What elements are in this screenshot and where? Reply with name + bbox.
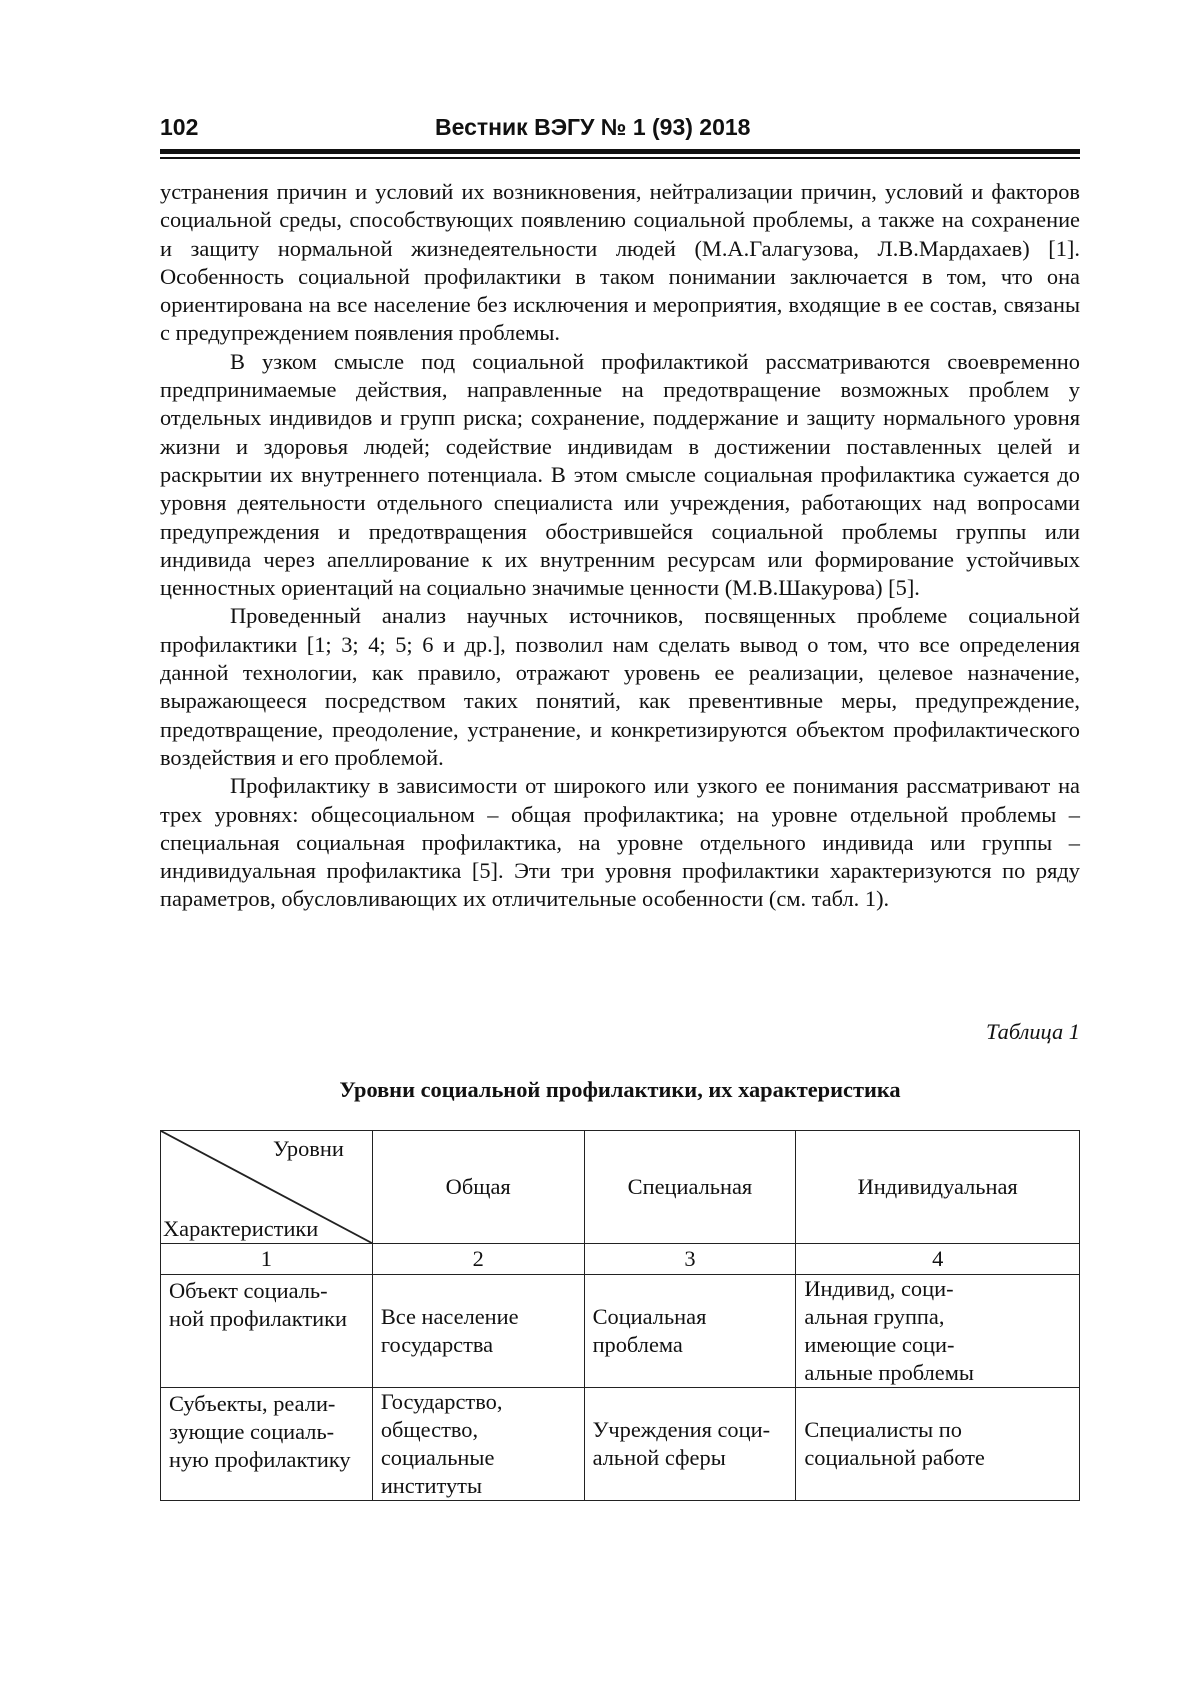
table-header-row [161,1131,1080,1244]
corner-label-levels: Уровни [273,1136,344,1161]
column-number: 1 [161,1244,373,1275]
running-header [160,114,1080,148]
table-cell: Учреждения соци- альной сферы [584,1388,796,1501]
table-label: Таблица 1 [986,1019,1080,1044]
row-label: Объект социаль- ной профилактики [161,1275,373,1388]
column-header: Специальная [584,1131,796,1244]
column-number-row [161,1244,1080,1275]
table-row [161,1275,1080,1388]
diagonal-header-cell [161,1131,373,1244]
table-cell: Индивид, соци- альная группа, имеющие соци- альные проблемы [796,1275,1080,1388]
table-row [161,1388,1080,1501]
header-rule-thin [160,157,1080,159]
table-cell: Специалисты по социальной работе [796,1388,1080,1501]
column-number: 3 [584,1244,796,1275]
paragraph: В узком смысле под социальной профилактикой рассматриваются своевременно предпринимаемые действия, направленные на предотвращение возможных проблем у отдельных индивидов и групп риска; сохранение, поддержание и защиту нормального уровня жизни и здоровья людей; содействие индивидам в достижении поставленных целей и раскрытии их внутреннего потенциала. В этом смысле социальная профилактика сужается до уровня деятельности отдельного специалиста или учреждения, работающих над вопросами предупреждения и предотвращения обострившейся социальной проблемы группы или индивида через апеллирование к их внутренним ресурсам или формирование устойчивых ценностных ориентаций на социально значимые ценности (М.В.Шакурова) [5]. [160,348,1080,601]
table-title: Уровни социальной профилактики, их характеристика [339,1077,901,1102]
paragraph: Профилактику в зависимости от широкого или узкого ее понимания рассматривают на трех уровнях: общесоциальном – общая профилактика; на уровне отдельной проблемы – специальная социальная профилактика, на уровне отдельного индивида или группы – индивидуальная профилактика [5]. Эти три уровня профилактики характеризуются по ряду параметров, обусловливающих их отличительные особенности (см. табл. 1). [160,773,1080,912]
column-header: Общая [372,1131,584,1244]
paragraph: устранения причин и условий их возникновения, нейтрализации причин, условий и факторов социальной среды, способствующих появлению социальной проблемы, а также на сохранение и защиту нормальной жизнедеятельности людей (М.А.Галагузова, Л.В.Мардахаев) [1]. Особенность социальной профилактики в таком понимании заключается в том, что она ориентирована на все население без исключения и мероприятия, входящие в ее состав, связаны с предупреждением появления проблемы. [160,179,1080,346]
header-rule-thick [160,149,1080,154]
article-body [160,178,1080,914]
row-label: Субъекты, реали- зующие социаль- ную профилактику [161,1388,373,1501]
column-number: 2 [372,1244,584,1275]
table-cell: Все население государства [372,1275,584,1388]
column-header: Индивидуальная [796,1131,1080,1244]
table-cell: Социальная проблема [584,1275,796,1388]
table-cell: Государство, общество, социальные институты [372,1388,584,1501]
paragraph: Проведенный анализ научных источников, посвященных проблеме социальной профилактики [1; 3; 4; 5; 6 и др.], позволил нам сделать вывод о том, что все определения данной технологии, как правило, отражают уровень ее реализации, целевое назначение, выражающееся посредством таких понятий, как превентивные меры, предупреждение, предотвращение, преодоление, устранение, и конкретизируются объектом профилактического воздействия и его проблемой. [160,603,1080,770]
corner-label-characteristics: Характеристики [163,1216,319,1241]
levels-table [160,1130,1080,1501]
column-number: 4 [796,1244,1080,1275]
journal-title: Вестник ВЭГУ № 1 (93) 2018 [435,114,751,140]
page-number: 102 [160,114,199,140]
